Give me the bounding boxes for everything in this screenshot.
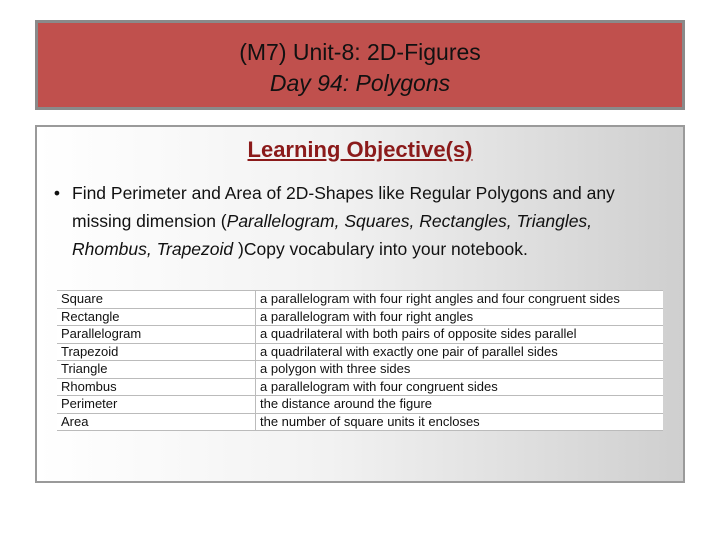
vocabulary-definition: a polygon with three sides [256,361,664,379]
vocabulary-term: Trapezoid [57,343,256,361]
vocabulary-row [57,308,663,326]
vocabulary-term: Area [57,413,256,431]
unit-title: (M7) Unit-8: 2D-Figures [239,39,481,65]
title-banner [35,20,685,110]
vocabulary-table [57,290,663,431]
vocabulary-row [57,326,663,344]
vocabulary-term: Perimeter [57,396,256,414]
objective-bullet [42,179,662,263]
vocabulary-definition: a parallelogram with four right angles [256,308,664,326]
vocabulary-definition: a parallelogram with four congruent sides [256,378,664,396]
vocabulary-term: Triangle [57,361,256,379]
vocabulary-row [57,396,663,414]
vocabulary-definition: a parallelogram with four right angles and four congruent sides [256,291,664,309]
objective-text [72,179,662,263]
vocabulary-definition: a quadrilateral with both pairs of opposite sides parallel [256,326,664,344]
vocabulary-definition: a quadrilateral with exactly one pair of parallel sides [256,343,664,361]
learning-objective-heading: Learning Objective(s) [247,137,473,162]
vocabulary-row [57,361,663,379]
objective-text-part2: )Copy vocabulary into your notebook. [238,239,528,259]
bullet-marker: • [53,183,61,203]
vocabulary-term: Rhombus [57,378,256,396]
vocabulary-term: Parallelogram [57,326,256,344]
objective-shape-list: Parallelogram, Squares, Rectangles, Triangles, Rhombus, Trapezoid [72,211,593,259]
day-subtitle: Day 94: Polygons [269,70,451,96]
vocabulary-row [57,343,663,361]
vocabulary-definition: the distance around the figure [256,396,664,414]
objective-text-part1: Find Perimeter and Area of 2D-Shapes like Regular Polygons and any missing dimension ( [72,183,615,231]
vocabulary-row [57,291,663,309]
vocabulary-definition: the number of square units it encloses [256,413,664,431]
vocabulary-term: Square [57,291,256,309]
content-panel [35,125,685,483]
vocabulary-row [57,413,663,431]
vocabulary-row [57,378,663,396]
vocabulary-term: Rectangle [57,308,256,326]
